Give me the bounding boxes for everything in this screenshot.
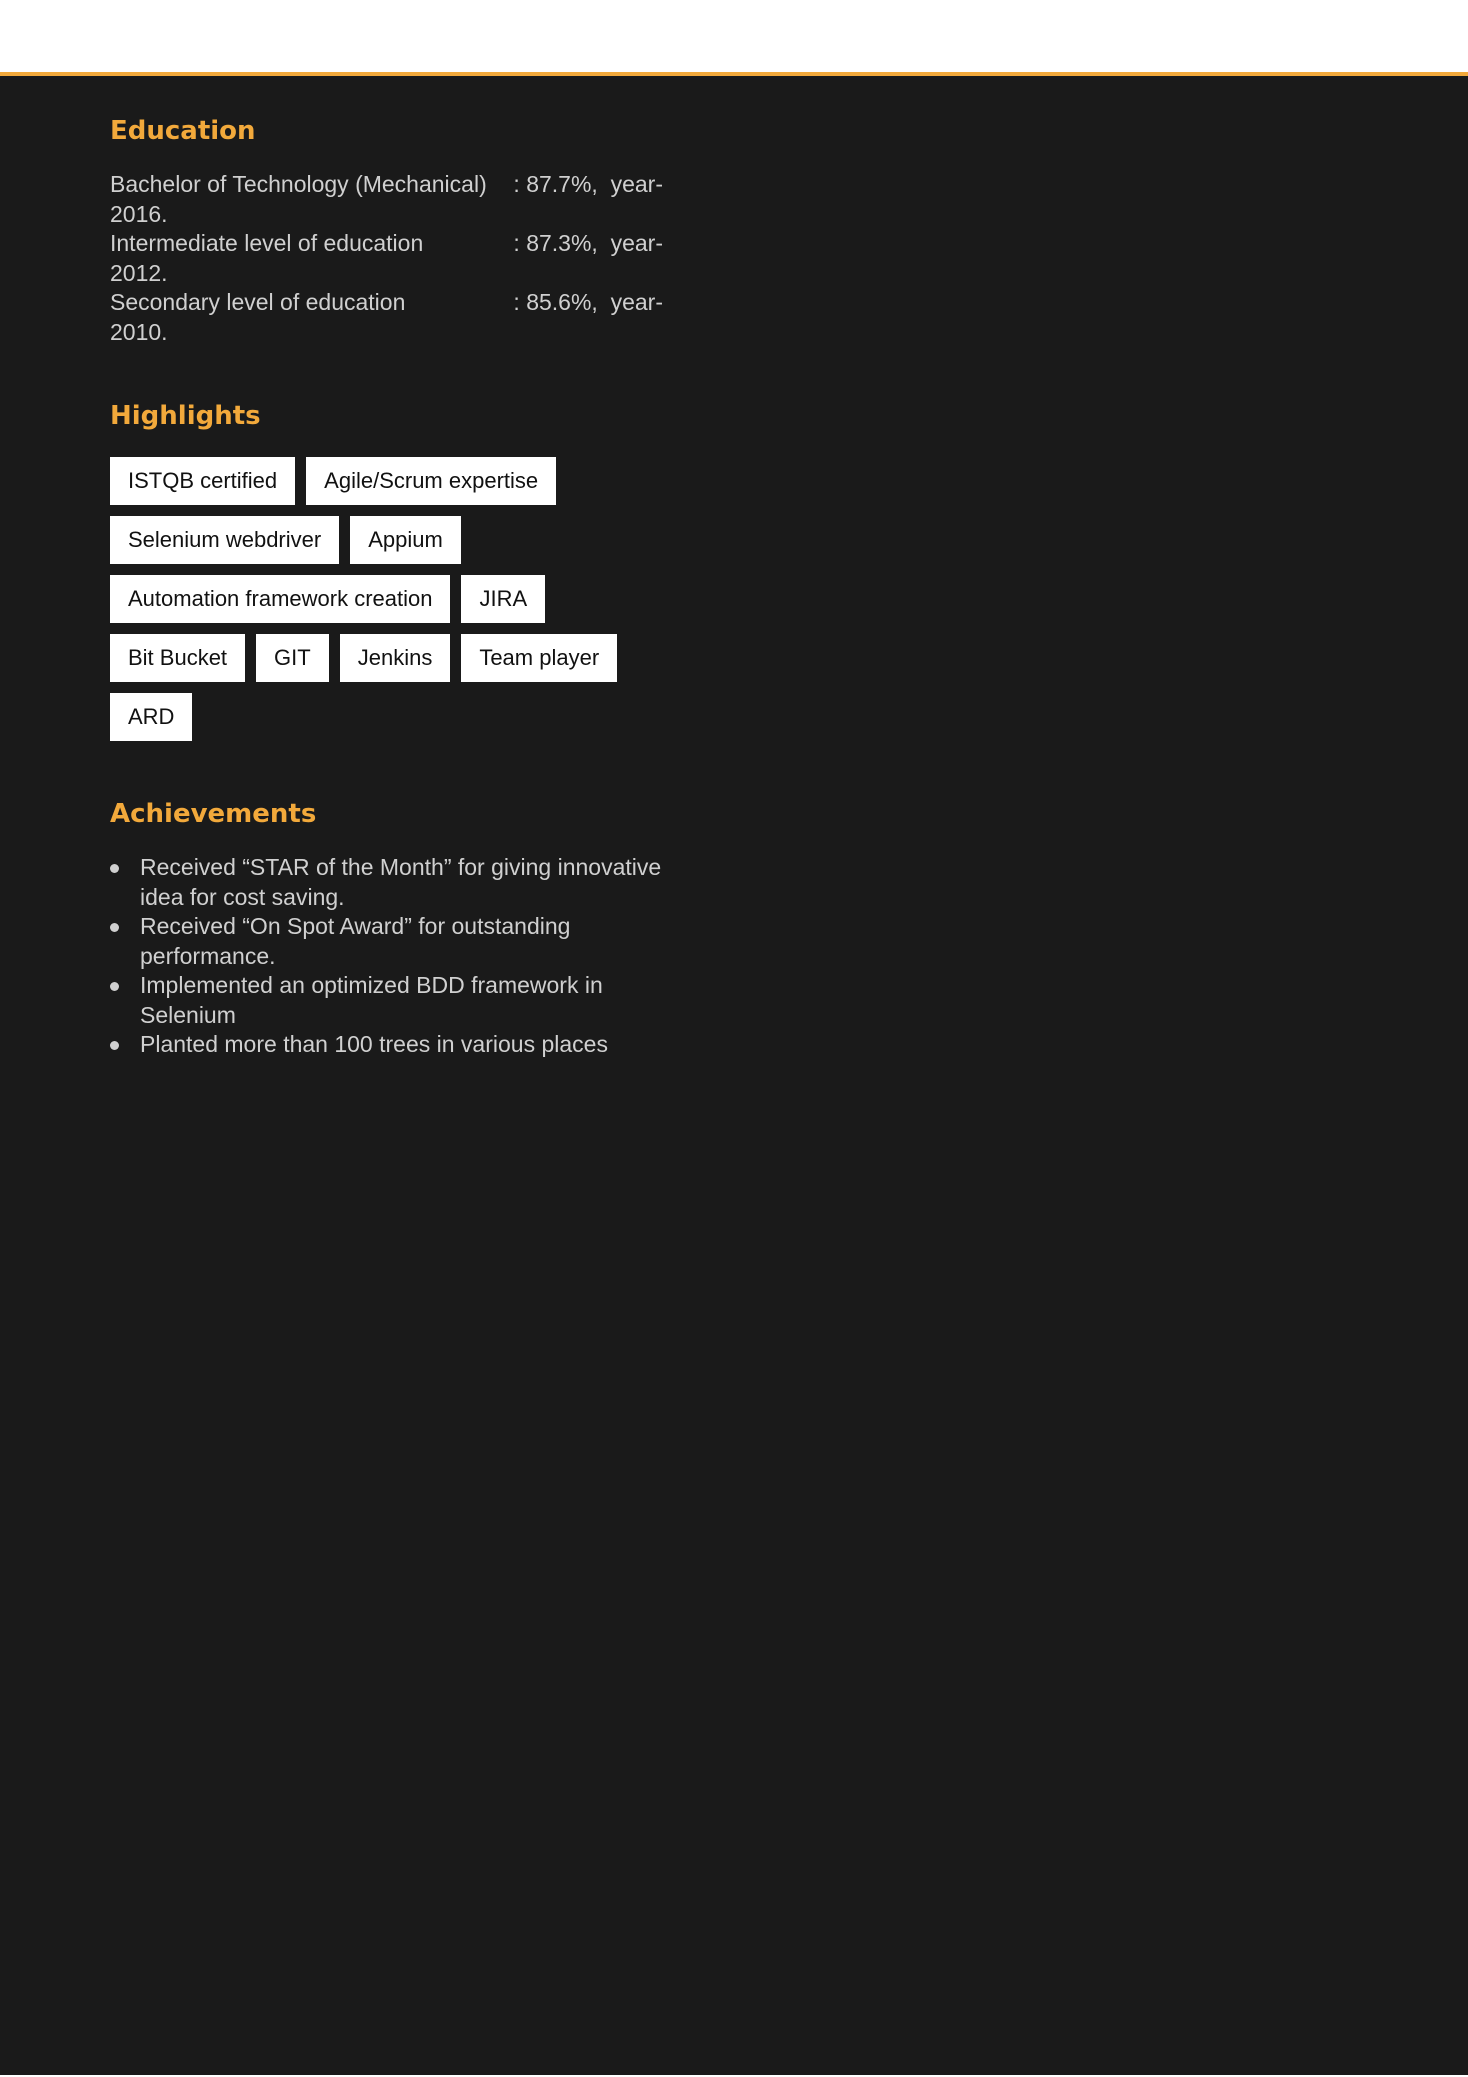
achievement-text: Received “STAR of the Month” for giving innovative idea for cost saving. — [140, 854, 662, 910]
achievement-text: Implemented an optimized BDD framework in Selenium — [140, 972, 603, 1028]
education-year: 2012. — [110, 259, 168, 286]
bullet-icon — [110, 864, 119, 873]
achievement-text: Planted more than 100 trees in various places — [140, 1031, 608, 1057]
achievement-item — [110, 912, 680, 971]
achievements-list — [110, 853, 680, 1060]
education-degree: Intermediate level of education — [110, 230, 424, 256]
highlight-chip: Agile/Scrum expertise — [306, 457, 556, 505]
education-list — [110, 170, 680, 347]
achievement-item — [110, 971, 680, 1030]
left-column — [110, 114, 680, 1060]
education-item — [110, 229, 680, 288]
highlight-chip: Jenkins — [340, 634, 451, 682]
highlight-chip: Appium — [350, 516, 461, 564]
education-item — [110, 170, 680, 229]
highlights-section — [110, 399, 680, 741]
highlight-chip: ISTQB certified — [110, 457, 295, 505]
education-item-line — [110, 170, 663, 200]
achievements-heading: Achievements — [110, 799, 317, 829]
highlight-chip: Selenium webdriver — [110, 516, 339, 564]
highlight-chip: Team player — [461, 634, 617, 682]
highlights-heading: Highlights — [110, 401, 261, 431]
achievements-section — [110, 797, 680, 1060]
highlight-chip: Automation framework creation — [110, 575, 450, 623]
education-section — [110, 114, 680, 347]
education-item-line — [110, 229, 663, 259]
highlights-chip-list — [110, 457, 670, 741]
achievement-text: Received “On Spot Award” for outstanding performance. — [140, 913, 571, 969]
highlight-chip: ARD — [110, 693, 192, 741]
highlight-chip: Bit Bucket — [110, 634, 245, 682]
bullet-icon — [110, 1041, 119, 1050]
education-item — [110, 288, 680, 347]
achievement-item — [110, 1030, 680, 1060]
education-heading: Education — [110, 116, 256, 146]
education-degree: Bachelor of Technology (Mechanical) — [110, 171, 487, 197]
highlight-chip: GIT — [256, 634, 329, 682]
education-score: : 85.6%, year- — [513, 289, 663, 315]
bullet-icon — [110, 982, 119, 991]
resume-page — [0, 76, 1468, 2075]
education-year: 2010. — [110, 318, 168, 345]
education-degree: Secondary level of education — [110, 289, 406, 315]
achievement-item — [110, 853, 680, 912]
education-score: : 87.7%, year- — [513, 171, 663, 197]
education-year: 2016. — [110, 200, 168, 227]
bullet-icon — [110, 923, 119, 932]
education-item-line — [110, 288, 663, 318]
highlight-chip: JIRA — [461, 575, 545, 623]
page-header-band — [0, 0, 1468, 72]
education-score: : 87.3%, year- — [513, 230, 663, 256]
